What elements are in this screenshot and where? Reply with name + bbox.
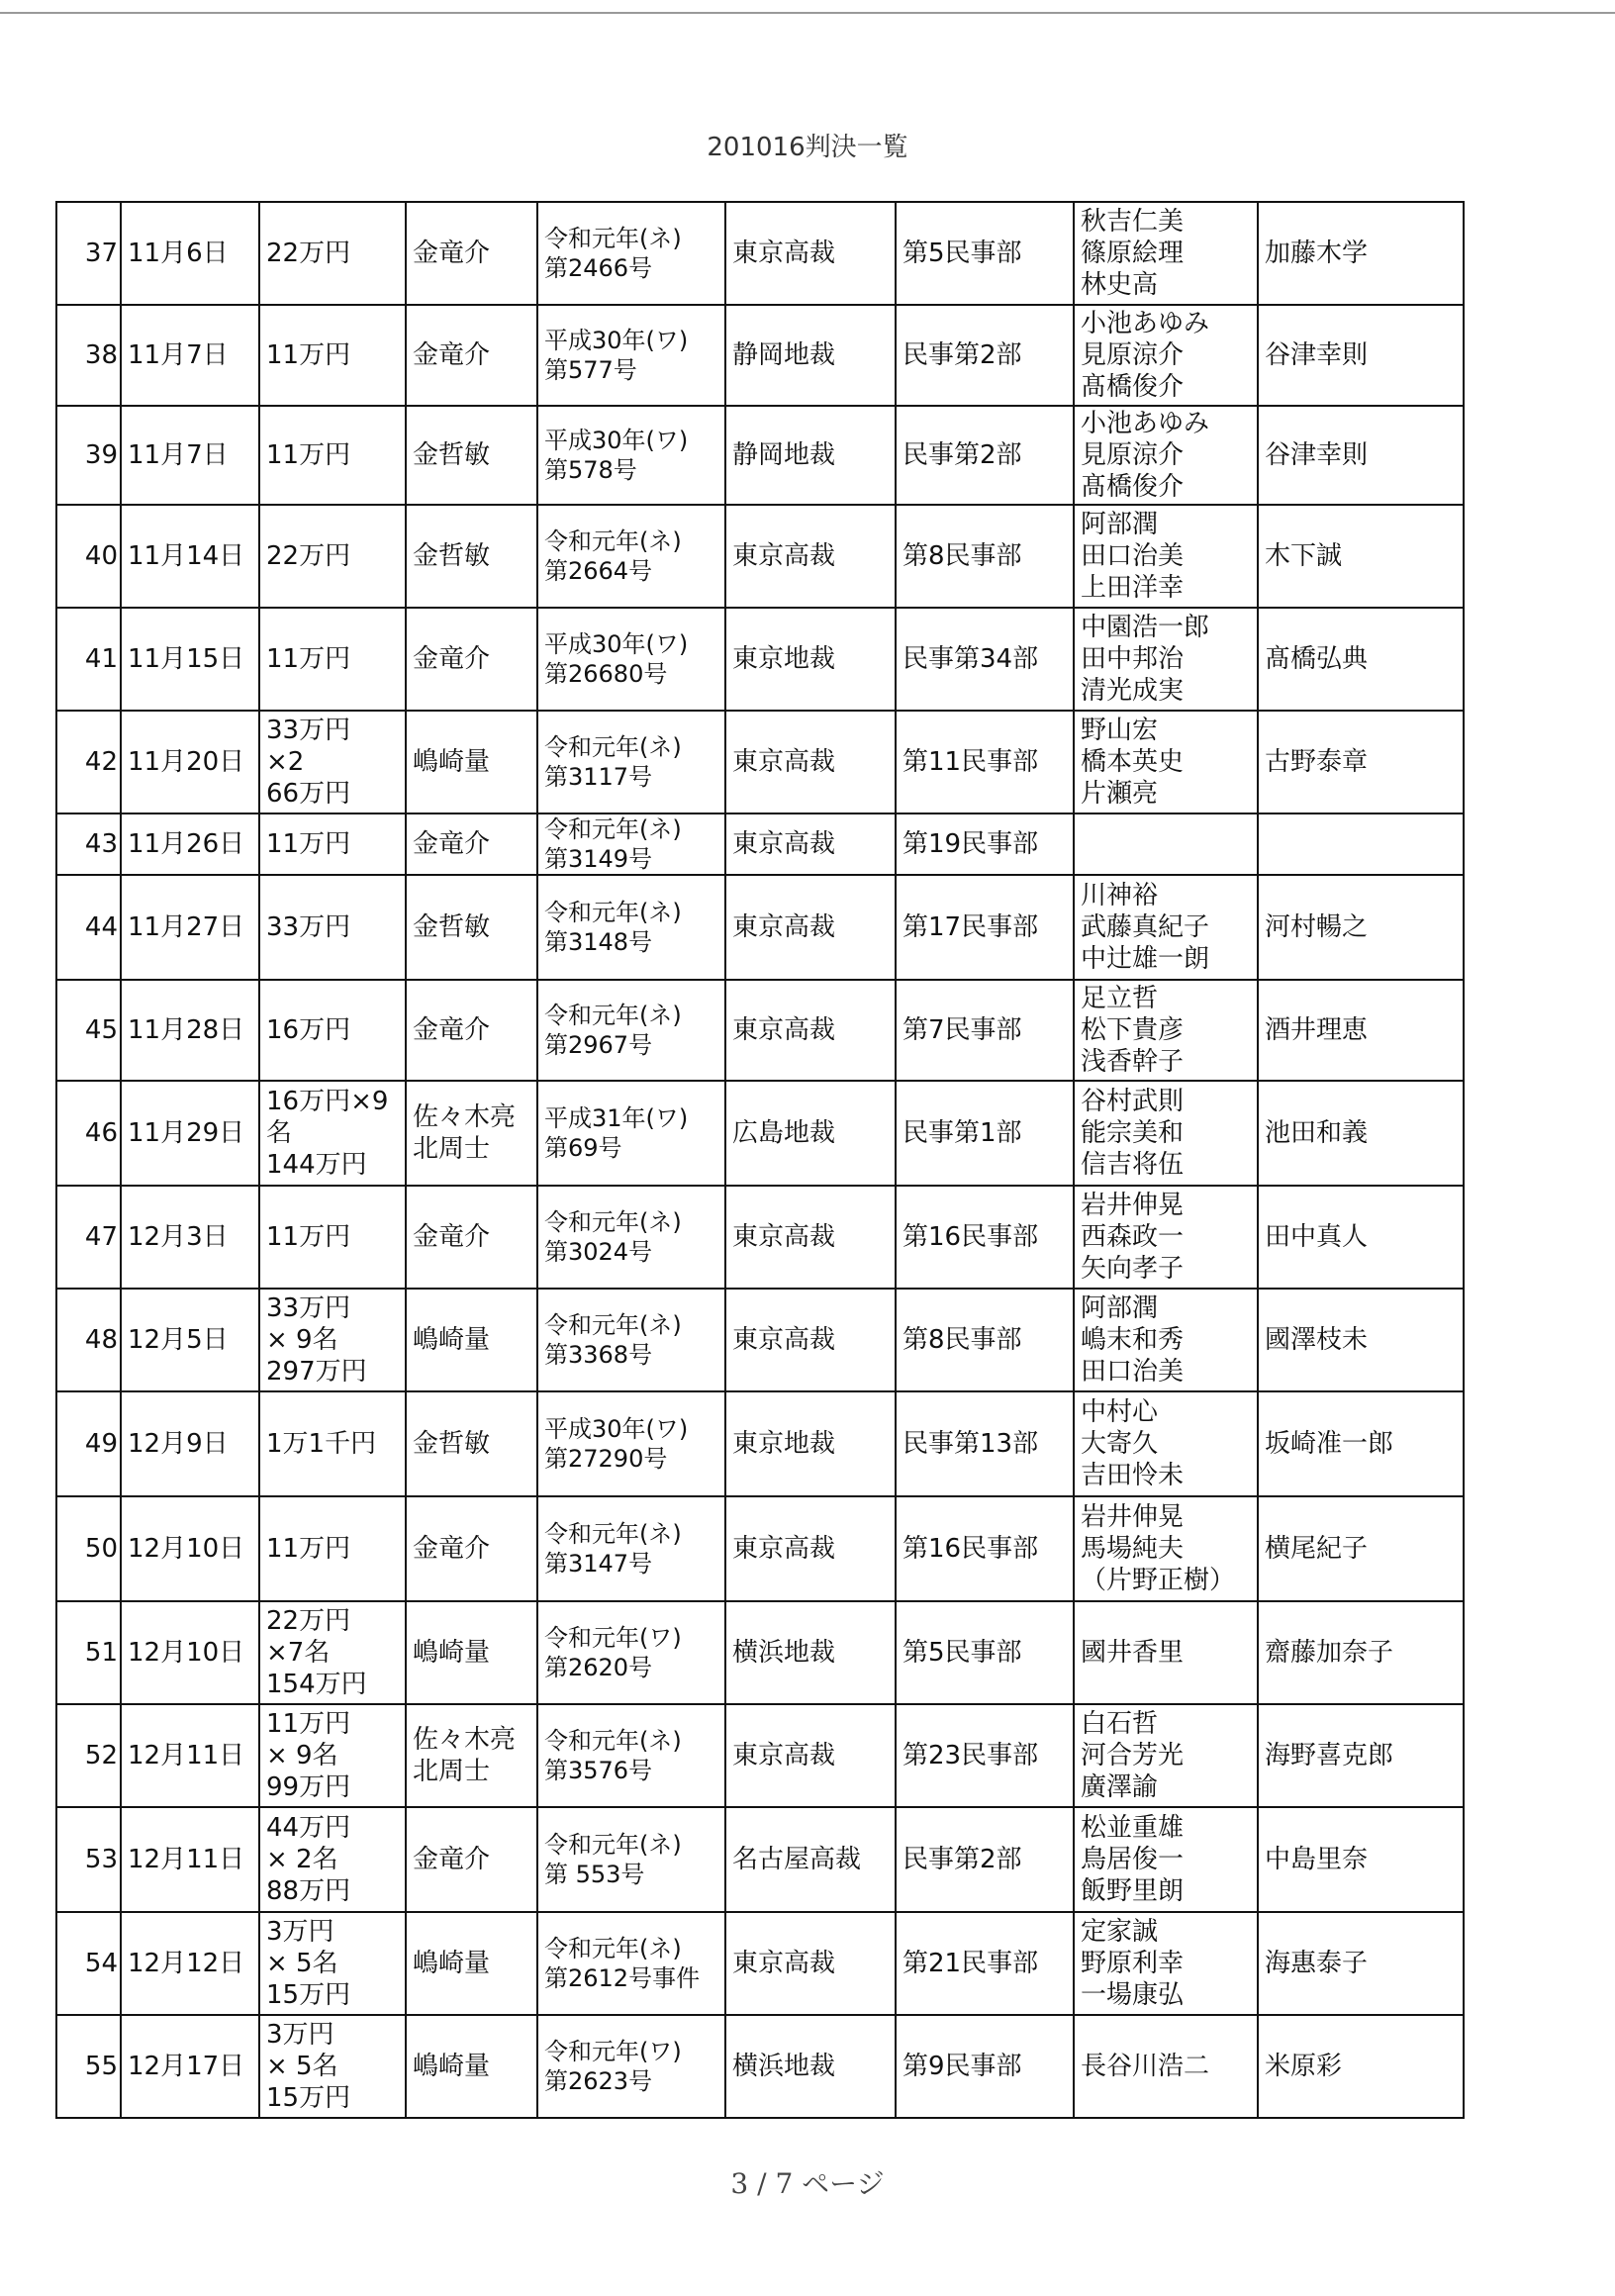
- table-row: [56, 980, 1464, 1081]
- presiding-judge-cell: 海野喜克郎: [1258, 1704, 1464, 1807]
- division-cell: 第16民事部: [896, 1496, 1074, 1601]
- court-cell: 東京高裁: [725, 1186, 896, 1289]
- judges-cell: [1074, 813, 1258, 875]
- case-reference-cell: 令和元年(ネ) 第 553号: [537, 1807, 725, 1912]
- award-amount-cell: 1万1千円: [259, 1391, 406, 1496]
- award-amount-cell: 11万円: [259, 608, 406, 711]
- judges-cell: 小池あゆみ 見原涼介 髙橋俊介: [1074, 305, 1258, 406]
- presiding-judge-cell: 加藤木学: [1258, 202, 1464, 305]
- counsel-cell: 金竜介: [406, 980, 537, 1081]
- counsel-cell: 金竜介: [406, 1186, 537, 1289]
- court-cell: 東京高裁: [725, 1496, 896, 1601]
- judges-cell: 國井香里: [1074, 1601, 1258, 1704]
- counsel-cell: 嶋崎量: [406, 1912, 537, 2015]
- case-reference-cell: 令和元年(ネ) 第2466号: [537, 202, 725, 305]
- presiding-judge-cell: 齋藤加奈子: [1258, 1601, 1464, 1704]
- table-row: [56, 202, 1464, 305]
- counsel-cell: 嶋崎量: [406, 1601, 537, 1704]
- presiding-judge-cell: 池田和義: [1258, 1081, 1464, 1186]
- presiding-judge-cell: 髙橋弘典: [1258, 608, 1464, 711]
- judges-cell: 定家誠 野原利幸 一場康弘: [1074, 1912, 1258, 2015]
- counsel-cell: 金哲敏: [406, 1391, 537, 1496]
- award-amount-cell: 33万円: [259, 875, 406, 980]
- counsel-cell: 嶋崎量: [406, 1289, 537, 1391]
- case-reference-cell: 令和元年(ネ) 第3147号: [537, 1496, 725, 1601]
- case-number-cell: 52: [56, 1704, 121, 1807]
- award-amount-cell: 22万円 ×7名 154万円: [259, 1601, 406, 1704]
- court-cell: 東京高裁: [725, 1289, 896, 1391]
- presiding-judge-cell: 酒井理恵: [1258, 980, 1464, 1081]
- table-row: [56, 1289, 1464, 1391]
- court-cell: 広島地裁: [725, 1081, 896, 1186]
- division-cell: 第11民事部: [896, 711, 1074, 813]
- table-row: [56, 505, 1464, 608]
- case-reference-cell: 平成31年(ワ) 第69号: [537, 1081, 725, 1186]
- table-row: [56, 1704, 1464, 1807]
- award-amount-cell: 22万円: [259, 202, 406, 305]
- judgment-date-cell: 11月20日: [121, 711, 259, 813]
- presiding-judge-cell: 古野泰章: [1258, 711, 1464, 813]
- table-row: [56, 1807, 1464, 1912]
- case-reference-cell: 令和元年(ネ) 第3368号: [537, 1289, 725, 1391]
- counsel-cell: 金哲敏: [406, 505, 537, 608]
- case-reference-cell: 令和元年(ネ) 第3148号: [537, 875, 725, 980]
- case-number-cell: 43: [56, 813, 121, 875]
- judgment-date-cell: 12月11日: [121, 1807, 259, 1912]
- judges-cell: 岩井伸晃 馬場純夫 （片野正樹）: [1074, 1496, 1258, 1601]
- division-cell: 民事第34部: [896, 608, 1074, 711]
- case-number-cell: 48: [56, 1289, 121, 1391]
- case-reference-cell: 令和元年(ワ) 第2620号: [537, 1601, 725, 1704]
- award-amount-cell: 11万円: [259, 1496, 406, 1601]
- table-row: [56, 1601, 1464, 1704]
- award-amount-cell: 3万円 × 5名 15万円: [259, 1912, 406, 2015]
- case-number-cell: 44: [56, 875, 121, 980]
- division-cell: 第16民事部: [896, 1186, 1074, 1289]
- case-number-cell: 42: [56, 711, 121, 813]
- division-cell: 第17民事部: [896, 875, 1074, 980]
- judgment-date-cell: 12月17日: [121, 2015, 259, 2118]
- case-reference-cell: 令和元年(ネ) 第3024号: [537, 1186, 725, 1289]
- award-amount-cell: 11万円 × 9名 99万円: [259, 1704, 406, 1807]
- judges-cell: 阿部潤 田口治美 上田洋幸: [1074, 505, 1258, 608]
- award-amount-cell: 44万円 × 2名 88万円: [259, 1807, 406, 1912]
- presiding-judge-cell: 谷津幸則: [1258, 406, 1464, 505]
- table-row: [56, 2015, 1464, 2118]
- award-amount-cell: 11万円: [259, 813, 406, 875]
- court-cell: 東京高裁: [725, 875, 896, 980]
- judgment-date-cell: 12月10日: [121, 1496, 259, 1601]
- judgment-date-cell: 11月7日: [121, 406, 259, 505]
- case-reference-cell: 平成30年(ワ) 第578号: [537, 406, 725, 505]
- case-number-cell: 54: [56, 1912, 121, 2015]
- judgment-table: [55, 201, 1465, 2119]
- presiding-judge-cell: [1258, 813, 1464, 875]
- counsel-cell: 金哲敏: [406, 875, 537, 980]
- counsel-cell: 嶋崎量: [406, 711, 537, 813]
- case-reference-cell: 令和元年(ネ) 第2664号: [537, 505, 725, 608]
- court-cell: 東京地裁: [725, 608, 896, 711]
- judges-cell: 白石哲 河合芳光 廣澤諭: [1074, 1704, 1258, 1807]
- award-amount-cell: 16万円×9 名 144万円: [259, 1081, 406, 1186]
- court-cell: 東京高裁: [725, 711, 896, 813]
- case-reference-cell: 令和元年(ネ) 第2612号事件: [537, 1912, 725, 2015]
- presiding-judge-cell: 田中真人: [1258, 1186, 1464, 1289]
- division-cell: 第5民事部: [896, 1601, 1074, 1704]
- presiding-judge-cell: 國澤枝未: [1258, 1289, 1464, 1391]
- judges-cell: 長谷川浩二: [1074, 2015, 1258, 2118]
- division-cell: 民事第2部: [896, 406, 1074, 505]
- case-number-cell: 41: [56, 608, 121, 711]
- award-amount-cell: 11万円: [259, 305, 406, 406]
- table-row: [56, 711, 1464, 813]
- division-cell: 第8民事部: [896, 505, 1074, 608]
- court-cell: 東京高裁: [725, 1704, 896, 1807]
- division-cell: 第7民事部: [896, 980, 1074, 1081]
- judges-cell: 足立哲 松下貴彦 浅香幹子: [1074, 980, 1258, 1081]
- table-row: [56, 1496, 1464, 1601]
- judgment-date-cell: 11月15日: [121, 608, 259, 711]
- page-title: 201016判決一覧: [707, 133, 908, 162]
- award-amount-cell: 33万円 × 9名 297万円: [259, 1289, 406, 1391]
- case-reference-cell: 平成30年(ワ) 第26680号: [537, 608, 725, 711]
- award-amount-cell: 22万円: [259, 505, 406, 608]
- case-reference-cell: 平成30年(ワ) 第27290号: [537, 1391, 725, 1496]
- case-number-cell: 46: [56, 1081, 121, 1186]
- court-cell: 横浜地裁: [725, 2015, 896, 2118]
- presiding-judge-cell: 横尾紀子: [1258, 1496, 1464, 1601]
- judges-cell: 中村心 大寄久 吉田怜未: [1074, 1391, 1258, 1496]
- counsel-cell: 金哲敏: [406, 406, 537, 505]
- counsel-cell: 嶋崎量: [406, 2015, 537, 2118]
- award-amount-cell: 3万円 × 5名 15万円: [259, 2015, 406, 2118]
- award-amount-cell: 11万円: [259, 406, 406, 505]
- counsel-cell: 金竜介: [406, 608, 537, 711]
- judges-cell: 川神裕 武藤真紀子 中辻雄一朗: [1074, 875, 1258, 980]
- table-row: [56, 608, 1464, 711]
- case-number-cell: 39: [56, 406, 121, 505]
- table-row: [56, 1391, 1464, 1496]
- division-cell: 民事第1部: [896, 1081, 1074, 1186]
- table-row: [56, 305, 1464, 406]
- case-number-cell: 45: [56, 980, 121, 1081]
- page-number: 3 / 7 ページ: [730, 2167, 885, 2200]
- judgment-date-cell: 12月11日: [121, 1704, 259, 1807]
- court-cell: 東京高裁: [725, 813, 896, 875]
- presiding-judge-cell: 谷津幸則: [1258, 305, 1464, 406]
- presiding-judge-cell: 河村暢之: [1258, 875, 1464, 980]
- award-amount-cell: 11万円: [259, 1186, 406, 1289]
- case-reference-cell: 令和元年(ネ) 第3576号: [537, 1704, 725, 1807]
- court-cell: 名古屋高裁: [725, 1807, 896, 1912]
- counsel-cell: 金竜介: [406, 305, 537, 406]
- judges-cell: 秋吉仁美 篠原絵理 林史高: [1074, 202, 1258, 305]
- court-cell: 東京地裁: [725, 1391, 896, 1496]
- case-number-cell: 49: [56, 1391, 121, 1496]
- judges-cell: 阿部潤 嶋末和秀 田口治美: [1074, 1289, 1258, 1391]
- presiding-judge-cell: 中島里奈: [1258, 1807, 1464, 1912]
- award-amount-cell: 16万円: [259, 980, 406, 1081]
- case-number-cell: 37: [56, 202, 121, 305]
- case-number-cell: 50: [56, 1496, 121, 1601]
- presiding-judge-cell: 坂崎准一郎: [1258, 1391, 1464, 1496]
- division-cell: 第9民事部: [896, 2015, 1074, 2118]
- counsel-cell: 佐々木亮 北周士: [406, 1081, 537, 1186]
- court-cell: 静岡地裁: [725, 305, 896, 406]
- judgment-date-cell: 11月7日: [121, 305, 259, 406]
- division-cell: 民事第13部: [896, 1391, 1074, 1496]
- case-reference-cell: 令和元年(ネ) 第3149号: [537, 813, 725, 875]
- division-cell: 民事第2部: [896, 1807, 1074, 1912]
- judges-cell: 小池あゆみ 見原涼介 髙橋俊介: [1074, 406, 1258, 505]
- court-cell: 東京高裁: [725, 505, 896, 608]
- case-number-cell: 40: [56, 505, 121, 608]
- case-reference-cell: 令和元年(ネ) 第2967号: [537, 980, 725, 1081]
- table-row: [56, 1081, 1464, 1186]
- division-cell: 民事第2部: [896, 305, 1074, 406]
- judgment-date-cell: 11月6日: [121, 202, 259, 305]
- judges-cell: 中園浩一郎 田中邦治 清光成実: [1074, 608, 1258, 711]
- court-cell: 東京高裁: [725, 202, 896, 305]
- judgment-date-cell: 12月3日: [121, 1186, 259, 1289]
- table-row: [56, 1912, 1464, 2015]
- judgment-date-cell: 12月9日: [121, 1391, 259, 1496]
- judges-cell: 谷村武則 能宗美和 信吉将伍: [1074, 1081, 1258, 1186]
- counsel-cell: 金竜介: [406, 1496, 537, 1601]
- case-reference-cell: 令和元年(ワ) 第2623号: [537, 2015, 725, 2118]
- presiding-judge-cell: 海惠泰子: [1258, 1912, 1464, 2015]
- case-number-cell: 38: [56, 305, 121, 406]
- judgment-date-cell: 11月27日: [121, 875, 259, 980]
- judgment-date-cell: 12月5日: [121, 1289, 259, 1391]
- division-cell: 第23民事部: [896, 1704, 1074, 1807]
- judges-cell: 野山宏 橋本英史 片瀬亮: [1074, 711, 1258, 813]
- court-cell: 静岡地裁: [725, 406, 896, 505]
- judgment-date-cell: 11月28日: [121, 980, 259, 1081]
- court-cell: 東京高裁: [725, 980, 896, 1081]
- division-cell: 第5民事部: [896, 202, 1074, 305]
- case-number-cell: 55: [56, 2015, 121, 2118]
- case-number-cell: 53: [56, 1807, 121, 1912]
- judgment-date-cell: 12月12日: [121, 1912, 259, 2015]
- table-row: [56, 1186, 1464, 1289]
- judgment-date-cell: 11月26日: [121, 813, 259, 875]
- table-row: [56, 406, 1464, 505]
- judges-cell: 松並重雄 鳥居俊一 飯野里朗: [1074, 1807, 1258, 1912]
- counsel-cell: 金竜介: [406, 1807, 537, 1912]
- court-cell: 横浜地裁: [725, 1601, 896, 1704]
- judgment-date-cell: 11月29日: [121, 1081, 259, 1186]
- table-row: [56, 875, 1464, 980]
- judgment-date-cell: 12月10日: [121, 1601, 259, 1704]
- division-cell: 第19民事部: [896, 813, 1074, 875]
- judgment-date-cell: 11月14日: [121, 505, 259, 608]
- presiding-judge-cell: 米原彩: [1258, 2015, 1464, 2118]
- case-number-cell: 47: [56, 1186, 121, 1289]
- scan-top-edge-line: [0, 12, 1615, 14]
- table-row: [56, 813, 1464, 875]
- judges-cell: 岩井伸晃 西森政一 矢向孝子: [1074, 1186, 1258, 1289]
- court-cell: 東京高裁: [725, 1912, 896, 2015]
- case-number-cell: 51: [56, 1601, 121, 1704]
- award-amount-cell: 33万円 ×2 66万円: [259, 711, 406, 813]
- case-reference-cell: 平成30年(ワ) 第577号: [537, 305, 725, 406]
- presiding-judge-cell: 木下誠: [1258, 505, 1464, 608]
- counsel-cell: 佐々木亮 北周士: [406, 1704, 537, 1807]
- division-cell: 第21民事部: [896, 1912, 1074, 2015]
- case-reference-cell: 令和元年(ネ) 第3117号: [537, 711, 725, 813]
- division-cell: 第8民事部: [896, 1289, 1074, 1391]
- counsel-cell: 金竜介: [406, 202, 537, 305]
- counsel-cell: 金竜介: [406, 813, 537, 875]
